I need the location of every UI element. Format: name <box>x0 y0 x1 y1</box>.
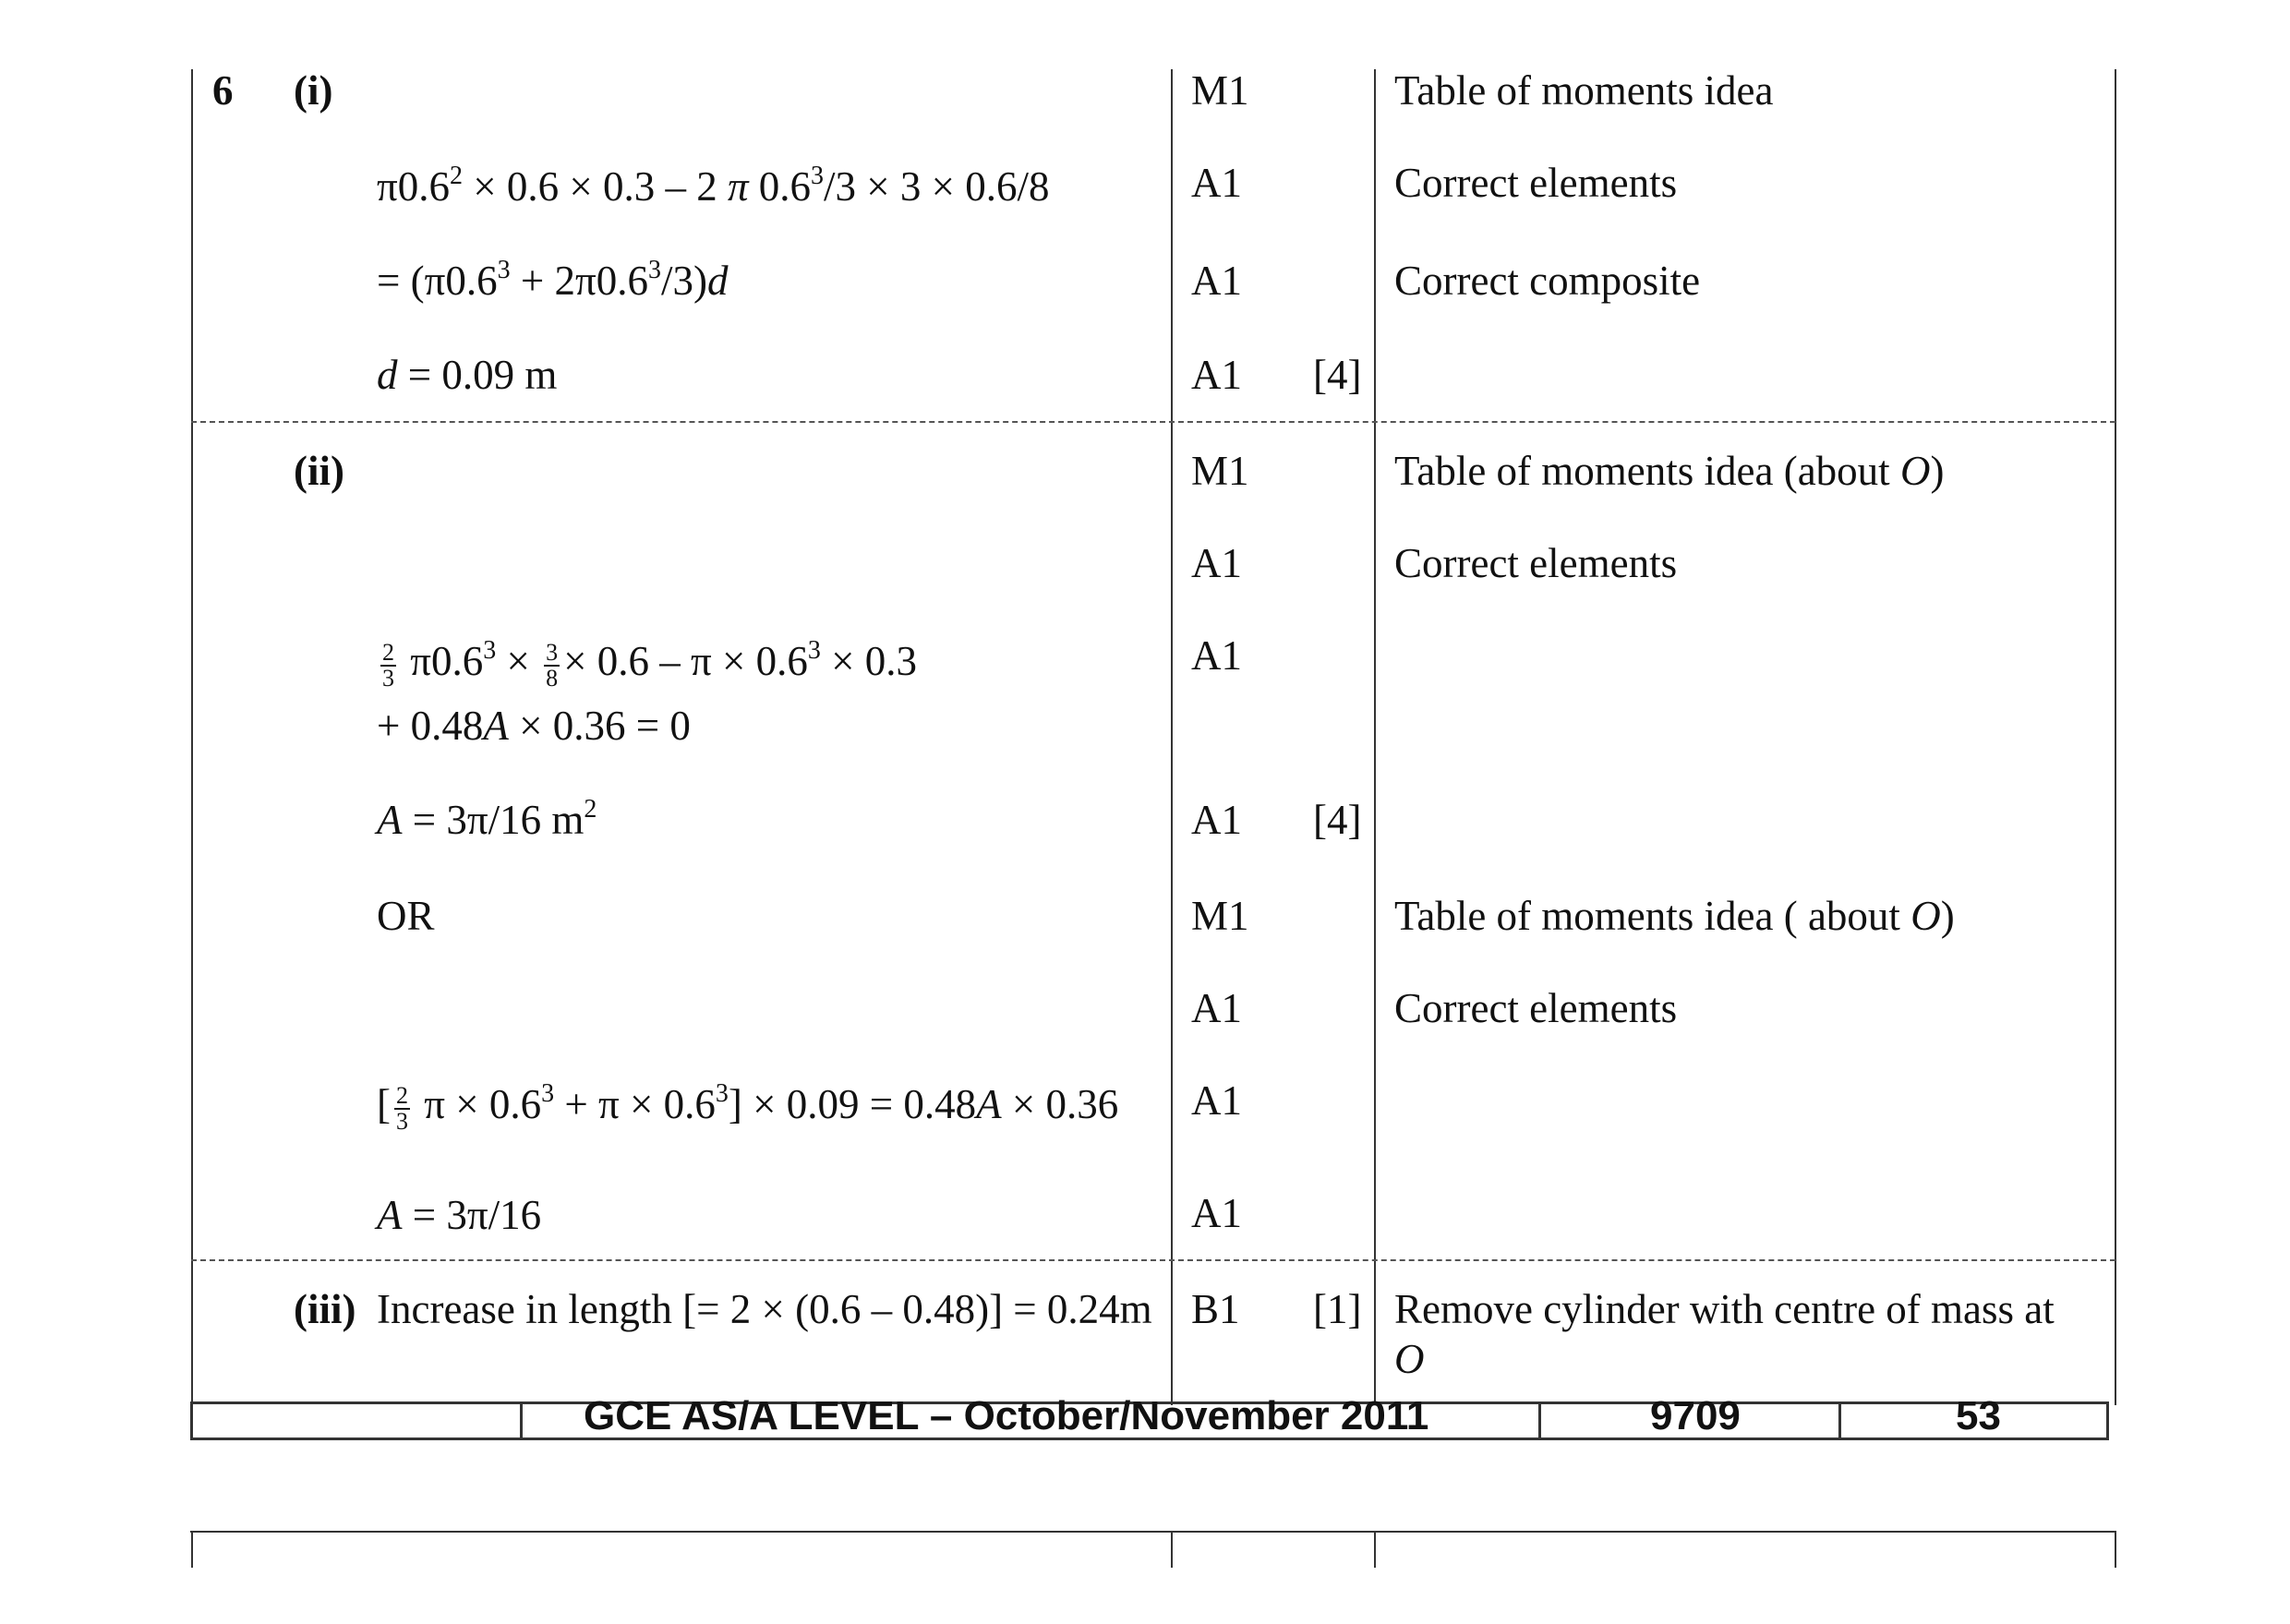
table-border-right <box>2115 69 2116 1405</box>
footer-bar <box>190 1393 2109 1440</box>
part-ii-working-line-1: $\frac{2}{3}$ $\pi 0.6^3$ × $\frac{3}{8}$ × $0.6 - \pi \times 0.6^3 \times 0.3$ <box>382 636 917 692</box>
footer-cell-syllabus <box>1541 1393 1841 1438</box>
part-i-working-line-3: d = 0.09 m <box>377 352 558 398</box>
footer-cell-paper <box>1841 1393 2106 1438</box>
table-border-left <box>191 69 193 1405</box>
mark-code: A1 <box>1191 632 1242 679</box>
part-i-working-line-1: $\pi 0.6^2 \times 0.6 \times 0.3 - 2$ π $0.6^3/3 \times 3 \times 0.6/8$ <box>377 162 1050 210</box>
row-divider-ii-iii <box>191 1259 2115 1261</box>
part-ii-label: (ii) <box>294 448 344 494</box>
part-ii-working-line-2: + 0.48A × 0.36 = 0 <box>377 703 691 749</box>
mark-code: A1 <box>1191 540 1242 586</box>
next-table-divider-marks <box>1374 1531 1376 1568</box>
next-table-border-left <box>191 1531 193 1568</box>
guidance-comment: Table of moments idea ( about O) <box>1394 893 1955 939</box>
column-divider-working <box>1171 69 1173 1405</box>
guidance-comment: Correct elements <box>1394 985 1678 1031</box>
question-number: 6 <box>212 67 234 114</box>
guidance-comment: O <box>1394 1336 1425 1382</box>
part-ii-working-line-4: [ $\frac{2}{3}$ $\pi \times 0.6^3 + \pi \times 0.6^3] \times 0.09 = 0.48A \times 0.36$ <box>377 1079 1119 1135</box>
fraction-two-thirds: $\frac{2}{3}$ <box>396 1081 408 1135</box>
next-table-top-border <box>190 1531 2115 1533</box>
mark-code: A1 <box>1191 1190 1242 1236</box>
guidance-comment: Table of moments idea <box>1394 67 1774 114</box>
footer-cell-blank <box>193 1404 523 1438</box>
column-divider-marks <box>1374 69 1376 1405</box>
alternative-method-label: OR <box>377 893 435 939</box>
mark-total: [4] <box>1313 352 1362 398</box>
footer-cell-title <box>523 1393 1541 1438</box>
mark-code: A1 <box>1191 797 1242 843</box>
mark-code: A1 <box>1191 160 1242 206</box>
guidance-comment: Correct elements <box>1394 540 1678 586</box>
part-iii-working: Increase in length [= 2 × (0.6 – 0.48)] = 0.24m <box>377 1286 1152 1332</box>
footer-syllabus: 9709 <box>1650 1393 1741 1438</box>
part-ii-working-line-5: A = 3π/16 <box>377 1192 542 1238</box>
footer-paper: 53 <box>1956 1393 2001 1438</box>
mark-total: [1] <box>1313 1286 1362 1332</box>
part-i-working-line-2: = $(\pi 0.6^3 + 2\pi 0.6^3/3)d$ <box>377 256 729 304</box>
mark-code: A1 <box>1191 1077 1242 1124</box>
mark-code: A1 <box>1191 352 1242 398</box>
guidance-comment: Correct composite <box>1394 258 1701 304</box>
mark-code: A1 <box>1191 258 1242 304</box>
part-iii-label: (iii) <box>294 1286 356 1332</box>
guidance-comment: Table of moments idea (about O) <box>1394 448 1945 494</box>
mark-code: M1 <box>1191 448 1249 494</box>
part-i-label: (i) <box>294 67 333 114</box>
guidance-comment: Correct elements <box>1394 160 1678 206</box>
guidance-comment: Remove cylinder with centre of mass at <box>1394 1286 2055 1332</box>
mark-code: A1 <box>1191 985 1242 1031</box>
mark-code: M1 <box>1191 67 1249 114</box>
fraction-two-thirds: $\frac{2}{3}$ <box>382 638 394 692</box>
row-divider-i-ii <box>191 421 2115 423</box>
fraction-three-eighths: $\frac{3}{8}$ <box>546 638 559 692</box>
mark-total: [4] <box>1313 797 1362 843</box>
next-table-border-right <box>2115 1531 2116 1568</box>
mark-code: B1 <box>1191 1286 1240 1332</box>
footer-title: GCE AS/A LEVEL – October/November 2011 <box>584 1393 1429 1438</box>
next-table-divider-working <box>1171 1531 1173 1568</box>
part-ii-working-line-3: A = 3π/16 $m^2$ <box>377 795 597 843</box>
mark-code: M1 <box>1191 893 1249 939</box>
